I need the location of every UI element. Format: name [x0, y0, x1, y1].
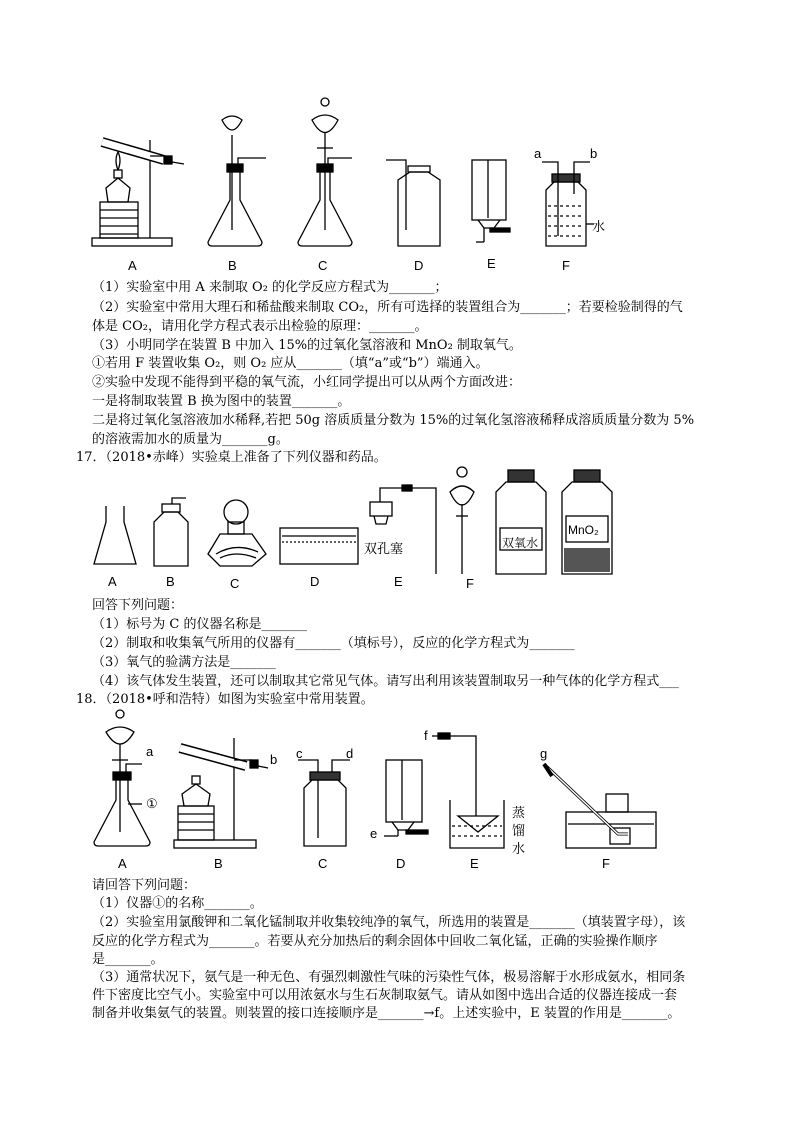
q16-line-1: （1）实验室中用 A 来制取 O₂ 的化学反应方程式为_______；: [92, 280, 448, 295]
q18-port-g: g: [540, 746, 548, 761]
q18-circle-one: ①: [146, 796, 158, 811]
q18-port-d: d: [346, 746, 354, 761]
q17-line-3: （2）制取和收集氧气所用的仪器有_______（填标号），反应的化学方程式为_______: [92, 636, 575, 651]
apparatus-f-wash-bottle: [542, 162, 594, 246]
q17-bottle2-label: MnO₂: [568, 523, 599, 537]
q17-line-1: 回答下列问题：: [92, 598, 184, 613]
q18-label-f: F: [602, 856, 610, 871]
q16-apparatus-figure: [80, 90, 640, 280]
q17-stopper-label: 双孔塞: [364, 541, 404, 556]
q18-line-4: 反应的化学方程式为_______。若要从充分加热后的剩余固体中回收二氧化锰，正确的实验操作顺序: [92, 934, 658, 949]
q16-port-a: a: [534, 146, 542, 161]
q16-line-8: 二是将过氧化氢溶液加水稀释,若把 50g 溶质质量分数为 15%的过氧化氢溶液稀释成溶质质量分数为 5%: [92, 413, 695, 428]
q18-port-c: c: [296, 746, 303, 761]
q16-port-b: b: [590, 146, 598, 161]
q18-port-b: b: [270, 752, 278, 767]
apparatus-c-flask-sep-funnel: [298, 98, 352, 246]
q17-label-d: D: [310, 574, 320, 589]
q18-label-d: D: [396, 856, 406, 871]
q16-label-a: A: [128, 258, 137, 273]
q18-port-a: a: [146, 744, 154, 759]
q18-label-b: B: [214, 856, 223, 871]
q17-line-4: （3）氧气的验满方法是_______: [92, 655, 276, 670]
q18-port-e: e: [370, 826, 378, 841]
q16-line-2: （2）实验室中常用大理石和稀盐酸来制取 CO₂，所有可选择的装置组合为_______；若要检验制得的气: [92, 300, 683, 315]
q16-label-f: F: [562, 258, 570, 273]
q16-line-4: （3）小明同学在装置 B 中加入 15%的过氧化氢溶液和 MnO₂ 制取氧气。: [92, 338, 522, 353]
q17-line-2: （1）标号为 C 的仪器名称是_______: [92, 617, 307, 632]
q16-label-e: E: [487, 256, 496, 271]
apparatus-b-flask-funnel: [208, 116, 266, 246]
apparatus-d-bottle: [386, 160, 440, 246]
q17-label-c: C: [230, 576, 240, 591]
q18-port-f: f: [424, 728, 428, 743]
q18-water-char-2: 馏: [512, 823, 526, 838]
q16-label-c: C: [318, 258, 328, 273]
q17-bottle1-label: 双氧水: [502, 536, 539, 550]
q18-line-7: 件下密度比空气小。实验室中可以用浓氨水与生石灰制取氨气。请从如图中选出合适的仪器连接成一套: [92, 988, 678, 1003]
q18-line-5: 是_______。: [92, 952, 164, 967]
q17-apparatus-figure: [90, 462, 630, 577]
q16-line-6: ②实验中发现不能得到平稳的氧气流，小红同学提出可以从两个方面改进：: [92, 375, 522, 390]
q16-label-b: B: [228, 258, 237, 273]
q18-header: 18．（2018•呼和浩特）如图为实验室中常用装置。: [76, 692, 374, 707]
q18-water-char-3: 水: [512, 841, 526, 856]
q16-line-9: 的溶液需加水的质量为_______g。: [92, 432, 289, 447]
q18-label-c: C: [318, 856, 328, 871]
q18-line-6: （3）通常状况下，氨气是一种无色、有强烈刺激性气味的污染性气体，极易溶解于水形成氨水，相同条: [92, 970, 686, 985]
q16-label-d: D: [414, 258, 424, 273]
q18-line-8: 制备并收集氨气的装置。则装置的接口连接顺序是_______→f。上述实验中，E 装置的作用是_______。: [92, 1006, 681, 1021]
apparatus-a-stand-heating: [92, 140, 184, 246]
q18-line-3: （2）实验室用氯酸钾和二氧化锰制取并收集较纯净的氧气，所选用的装置是_______（填装置字母），该: [92, 915, 686, 930]
apparatus-e-inverted-bottle: [472, 160, 510, 242]
q18-water-char-1: 蒸: [512, 805, 526, 820]
q16-line-3: 体是 CO₂，请用化学方程式表示出检验的原理：_______。: [92, 319, 428, 334]
q16-water-label: 水: [592, 219, 606, 234]
q16-line-5: ①若用 F 装置收集 O₂，则 O₂ 应从_______（填“a”或“b”）端通入。: [92, 356, 489, 371]
q17-label-a: A: [108, 574, 117, 589]
q18-apparatus-figure: [88, 708, 668, 858]
q17-label-e: E: [394, 574, 403, 589]
q18-label-a: A: [118, 856, 127, 871]
q18-label-e: E: [470, 856, 479, 871]
q18-line-2: （1）仪器①的名称_______。: [92, 896, 263, 911]
q18-line-1: 请回答下列问题：: [92, 878, 197, 893]
q16-line-7: 一是将制取装置 B 换为图中的装置_______。: [92, 394, 351, 409]
q17-label-f: F: [466, 576, 474, 591]
q17-label-b: B: [166, 574, 175, 589]
q17-line-5: （4）该气体发生装置，还可以制取其它常见气体。请写出利用该装置制取另一种气体的化学方程式___: [92, 674, 679, 689]
q17-header: 17．（2018•赤峰）实验桌上准备了下列仪器和药品。: [76, 450, 387, 465]
